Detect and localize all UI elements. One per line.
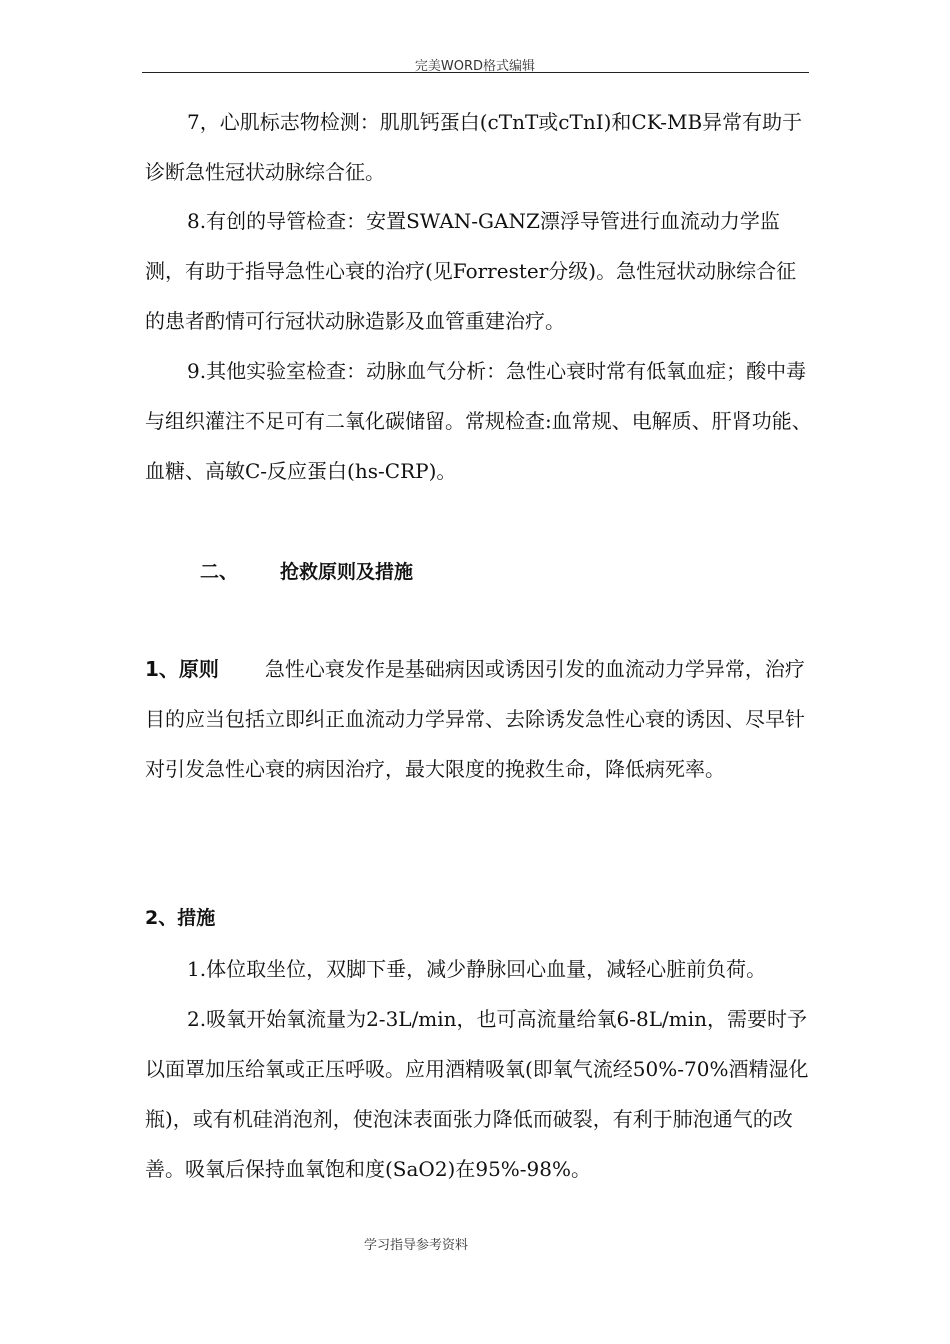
page-footer: 学习指导参考资料 — [363, 1238, 468, 1253]
paragraph-9: 9.其他实验室检查：动脉血气分析：急性心衰时常有低氧血症；酸中毒与组织灌注不足可有二氧化碳储留。常规检查:血常规、电解质、肝肾功能、血糖、高敏C-反应蛋白(hs-CRP)。 — [145, 359, 812, 483]
section-number: 二、 — [200, 561, 239, 583]
measure-2: 2.吸氧开始氧流量为2-3L/min，也可高流量给氧6-8L/min，需要时予以面罩加压给氧或正压呼吸。应用酒精吸氧(即氧气流经50%-70%酒精湿化瓶)，或有机硅消泡剂，使泡沫表面张力降低而破裂，有利于肺泡通气的改善。吸氧后保持血氧饱和度(SaO2)在95%-98%。 — [145, 1007, 809, 1181]
principle-lead: 1、原则 — [145, 657, 219, 681]
section-title: 抢救原则及措施 — [280, 561, 414, 583]
measures-heading: 2、措施 — [145, 907, 216, 929]
paragraph-8: 8.有创的导管检查：安置SWAN-GANZ漂浮导管进行血流动力学监测，有助于指导急性心衰的治疗(见Forrester分级)。急性冠状动脉综合征的患者酌情可行冠状动脉造影及血管重建治疗。 — [145, 209, 797, 333]
page-header: 完美WORD格式编辑 — [414, 59, 536, 74]
paragraph-7: 7，心肌标志物检测：肌肌钙蛋白(cTnT或cTnI)和CK-MB异常有助于诊断急性冠状动脉综合征。 — [145, 110, 803, 184]
principle-paragraph — [145, 644, 815, 794]
principle-text: 急性心衰发作是基础病因或诱因引发的血流动力学异常，治疗目的应当包括立即纠正血流动力学异常、去除诱发急性心衰的诱因、尽早针对引发急性心衰的病因治疗，最大限度的挽救生命，降低病死率。 — [145, 657, 805, 781]
header-rule — [142, 72, 809, 73]
measure-1: 1.体位取坐位，双脚下垂，减少静脉回心血量，减轻心脏前负荷。 — [187, 957, 767, 981]
